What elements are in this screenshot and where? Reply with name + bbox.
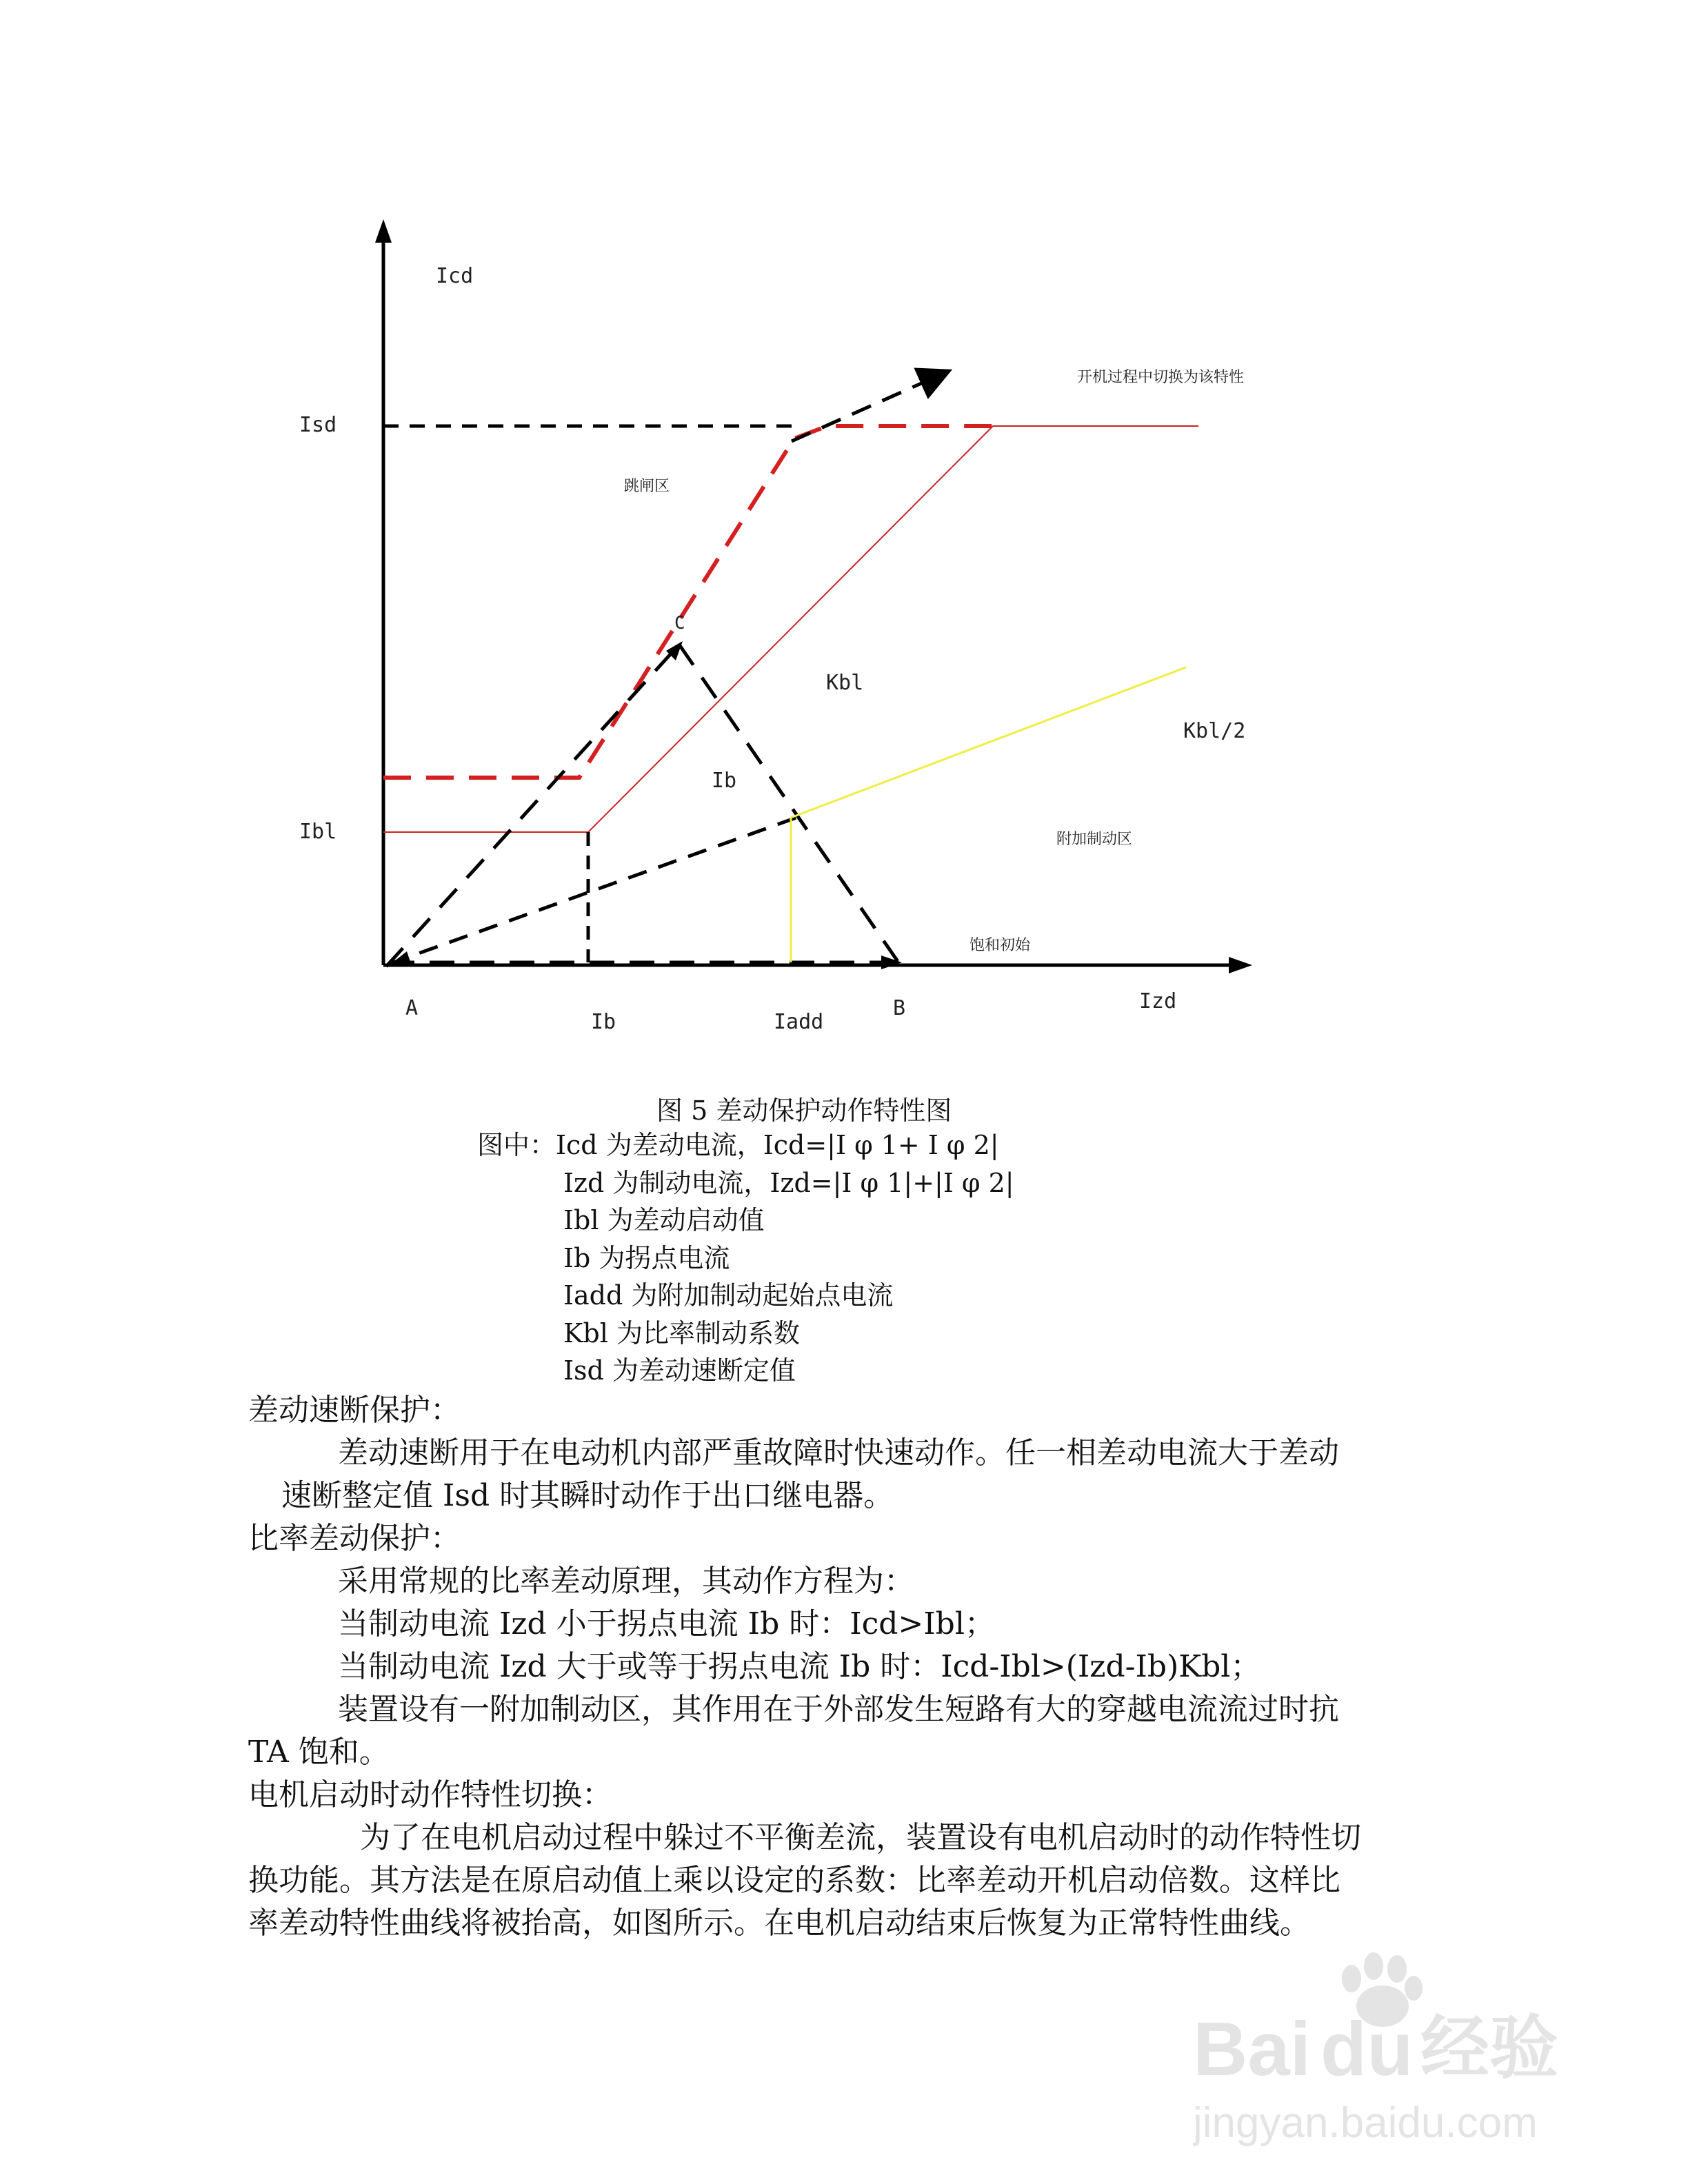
kbl-half-label: Kbl/2 xyxy=(1183,719,1246,743)
region-trip-label: 跳闸区 xyxy=(624,478,670,495)
baidu-jingyan-watermark xyxy=(1193,1930,1579,2178)
legend-prefix: 图中： xyxy=(477,1130,556,1160)
paragraph: 当制动电流 Izd 小于拐点电流 Ib 时：Icd>Ibl； xyxy=(338,1606,995,1641)
note-startup-switch: 开机过程中切换为该特性 xyxy=(1077,369,1245,386)
ib-inner-label: Ib xyxy=(712,769,737,793)
kbl-label: Kbl xyxy=(826,671,864,695)
paragraph: 当制动电流 Izd 大于或等于拐点电流 Ib 时：Icd-Ibl>(Izd-Ib)Kbl； xyxy=(338,1649,1261,1684)
document-body xyxy=(248,1389,1434,1945)
axis-x-label: Izd xyxy=(1139,989,1177,1013)
x-axis-arrow-icon xyxy=(1229,957,1252,973)
note-saturation: 饱和初始 xyxy=(969,937,1031,954)
axis-y-label: Icd xyxy=(436,264,474,288)
y-axis-arrow-icon xyxy=(375,219,392,243)
legend-item: Izd 为制动电流，Izd=|I φ 1|+|I φ 2| xyxy=(563,1167,1014,1198)
section-heading: 电机启动时动作特性切换： xyxy=(248,1777,612,1812)
legend-item: Ib 为拐点电流 xyxy=(563,1242,730,1273)
watermark-url: jingyan.baidu.com xyxy=(1193,2099,1538,2147)
point-b-arrow-icon xyxy=(881,956,902,969)
normal-characteristic-curve xyxy=(383,426,1198,832)
section-heading: 差动速断保护： xyxy=(248,1393,461,1428)
startup-characteristic-curve xyxy=(383,426,993,778)
section-heading: 比率差动保护： xyxy=(248,1521,461,1556)
point-c-label: C xyxy=(674,613,685,634)
paragraph: TA 饱和。 xyxy=(248,1735,390,1770)
legend-item: Isd 为差动速断定值 xyxy=(563,1355,796,1386)
watermark-brand-b: du xyxy=(1320,2007,1414,2092)
x-tick-a: A xyxy=(405,996,419,1020)
paragraph: 差动速断用于在电动机内部严重故障时快速动作。任一相差动电流大于差动 xyxy=(338,1435,1339,1470)
figure-legend xyxy=(477,1126,1014,1390)
y-tick-ibl: Ibl xyxy=(299,820,337,844)
watermark-brand-a: Bai xyxy=(1193,2007,1312,2092)
triangle-side-cb xyxy=(679,645,898,962)
paragraph: 速断整定值 Isd 时其瞬时动作于出口继电器。 xyxy=(281,1478,894,1513)
paragraph: 为了在电机启动过程中躲过不平衡差流，装置设有电机启动时的动作特性切 xyxy=(360,1820,1361,1855)
paragraph: 装置设有一附加制动区，其作用在于外部发生短路有大的穿越电流流过时抗 xyxy=(338,1692,1339,1727)
y-tick-isd: Isd xyxy=(299,413,337,437)
region-additional-label: 附加制动区 xyxy=(1056,831,1133,848)
legend-item: Iadd 为附加制动起始点电流 xyxy=(563,1280,894,1311)
paragraph: 率差动特性曲线将被抬高，如图所示。在电机启动结束后恢复为正常特性曲线。 xyxy=(248,1905,1310,1941)
differential-characteristic-diagram xyxy=(0,0,1688,1075)
legend-item: Ibl 为差动启动值 xyxy=(563,1205,765,1235)
paragraph: 换功能。其方法是在原启动值上乘以设定的系数：比率差动开机启动倍数。这样比 xyxy=(248,1863,1340,1898)
legend-item: Icd 为差动电流，Icd=|I φ 1+ I φ 2| xyxy=(556,1130,999,1160)
x-tick-iadd: Iadd xyxy=(774,1010,824,1034)
legend-item: Kbl 为比率制动系数 xyxy=(563,1317,800,1348)
x-tick-ib: Ib xyxy=(591,1010,616,1034)
additional-restraint-line xyxy=(390,818,796,964)
x-tick-b: B xyxy=(893,996,906,1020)
watermark-brand-cn: 经验 xyxy=(1420,2008,1558,2088)
triangle-side-ac xyxy=(386,645,679,967)
paragraph: 采用常规的比率差动原理，其动作方程为： xyxy=(338,1564,914,1599)
figure-caption: 图 5 差动保护动作特性图 xyxy=(656,1095,952,1126)
